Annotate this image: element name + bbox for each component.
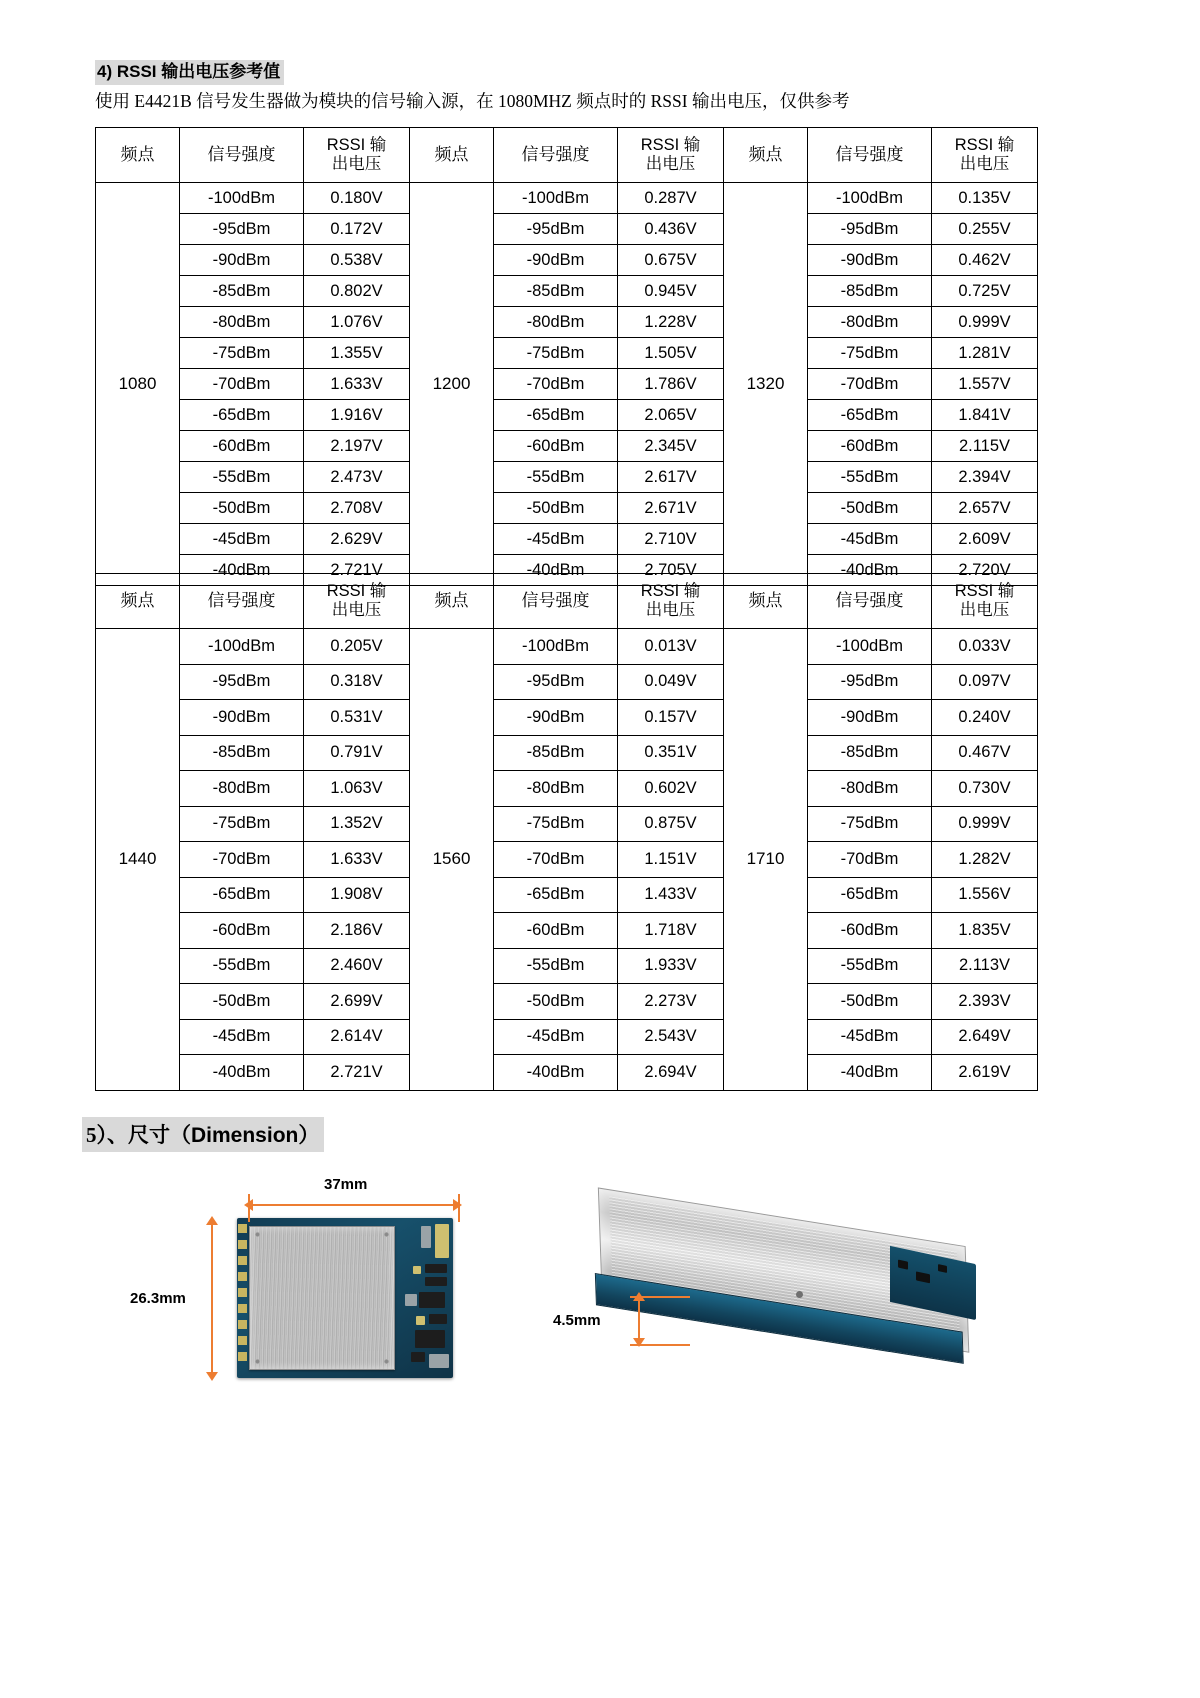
height-dimension-label: 26.3mm [130, 1290, 186, 1307]
rssi-voltage-cell: 2.460V [304, 948, 410, 984]
signal-strength-cell: -75dBm [494, 338, 618, 369]
table-row [96, 307, 1038, 338]
rssi-voltage-cell: 1.228V [618, 307, 724, 338]
header-freq-3: 频点 [724, 128, 808, 183]
rssi-voltage-cell: 2.657V [932, 493, 1038, 524]
table-row [96, 877, 1038, 913]
rssi-voltage-cell: 1.908V [304, 877, 410, 913]
rssi-voltage-cell: 2.721V [304, 555, 410, 586]
signal-strength-cell: -45dBm [180, 524, 304, 555]
rssi-voltage-cell: 1.282V [932, 842, 1038, 878]
frequency-cell: 1080 [96, 183, 180, 586]
signal-strength-cell: -50dBm [494, 493, 618, 524]
signal-strength-cell: -70dBm [494, 369, 618, 400]
table-row [96, 842, 1038, 878]
table-row [96, 913, 1038, 949]
signal-strength-cell: -50dBm [180, 493, 304, 524]
rssi-voltage-cell: 0.945V [618, 276, 724, 307]
thickness-dimension-arrow [638, 1300, 640, 1340]
signal-strength-cell: -40dBm [180, 555, 304, 586]
height-arrowhead-top [206, 1216, 218, 1225]
dimension-photo-area [0, 1160, 1200, 1450]
table-row [96, 735, 1038, 771]
signal-strength-cell: -85dBm [494, 735, 618, 771]
table-row [96, 806, 1038, 842]
rssi-voltage-cell: 2.065V [618, 400, 724, 431]
signal-strength-cell: -100dBm [180, 183, 304, 214]
rssi-voltage-cell: 0.467V [932, 735, 1038, 771]
signal-strength-cell: -75dBm [494, 806, 618, 842]
rssi-voltage-cell: 0.240V [932, 700, 1038, 736]
signal-strength-cell: -95dBm [180, 214, 304, 245]
rssi-voltage-cell: 0.255V [932, 214, 1038, 245]
header-voltage-line2: 出电压 [959, 600, 1010, 619]
rssi-voltage-cell: 1.151V [618, 842, 724, 878]
rssi-voltage-cell: 2.345V [618, 431, 724, 462]
rssi-voltage-cell: 0.049V [618, 664, 724, 700]
header-voltage-line1: RSSI 输 [326, 582, 387, 601]
signal-strength-cell: -80dBm [180, 307, 304, 338]
height-dimension-arrow [211, 1224, 213, 1374]
header-signal-3: 信号强度 [808, 128, 932, 183]
signal-strength-cell: -65dBm [494, 877, 618, 913]
table-row [96, 338, 1038, 369]
rssi-table-lower [95, 573, 1038, 1091]
rssi-voltage-cell: 1.281V [932, 338, 1038, 369]
rssi-voltage-cell: 0.351V [618, 735, 724, 771]
rssi-voltage-cell: 2.115V [932, 431, 1038, 462]
header-voltage-4 [304, 574, 410, 629]
module-top-view-photo [237, 1218, 453, 1378]
signal-strength-cell: -50dBm [494, 984, 618, 1020]
header-signal-4: 信号强度 [180, 574, 304, 629]
signal-strength-cell: -100dBm [180, 629, 304, 665]
table-row [96, 183, 1038, 214]
rssi-voltage-cell: 2.629V [304, 524, 410, 555]
header-freq-4: 频点 [96, 574, 180, 629]
rssi-voltage-cell: 0.033V [932, 629, 1038, 665]
table-row [96, 400, 1038, 431]
rssi-voltage-cell: 2.699V [304, 984, 410, 1020]
rssi-voltage-cell: 2.619V [932, 1055, 1038, 1091]
rssi-voltage-cell: 1.352V [304, 806, 410, 842]
signal-strength-cell: -55dBm [808, 948, 932, 984]
rssi-voltage-cell: 0.999V [932, 307, 1038, 338]
signal-strength-cell: -55dBm [180, 462, 304, 493]
header-signal-1: 信号强度 [180, 128, 304, 183]
rssi-voltage-cell: 2.649V [932, 1019, 1038, 1055]
signal-strength-cell: -100dBm [808, 629, 932, 665]
signal-strength-cell: -40dBm [180, 1055, 304, 1091]
width-arrowhead-right [453, 1199, 462, 1211]
width-dimension-label: 37mm [324, 1176, 368, 1193]
rssi-voltage-cell: 0.180V [304, 183, 410, 214]
signal-strength-cell: -80dBm [180, 771, 304, 807]
table-row [96, 245, 1038, 276]
rssi-voltage-cell: 2.617V [618, 462, 724, 493]
table-row [96, 984, 1038, 1020]
rssi-voltage-cell: 2.720V [932, 555, 1038, 586]
signal-strength-cell: -70dBm [808, 369, 932, 400]
rssi-voltage-cell: 0.802V [304, 276, 410, 307]
signal-strength-cell: -90dBm [808, 700, 932, 736]
rssi-voltage-cell: 2.694V [618, 1055, 724, 1091]
table-row [96, 1019, 1038, 1055]
signal-strength-cell: -85dBm [180, 735, 304, 771]
rssi-voltage-cell: 2.473V [304, 462, 410, 493]
rssi-voltage-cell: 0.730V [932, 771, 1038, 807]
rssi-voltage-cell: 1.841V [932, 400, 1038, 431]
signal-strength-cell: -45dBm [494, 1019, 618, 1055]
signal-strength-cell: -55dBm [494, 948, 618, 984]
signal-strength-cell: -100dBm [494, 629, 618, 665]
header-voltage-line2: 出电压 [645, 154, 696, 173]
table-row [96, 276, 1038, 307]
thickness-dimension-label: 4.5mm [553, 1312, 601, 1329]
signal-strength-cell: -80dBm [808, 771, 932, 807]
thickness-arrowhead-top [633, 1292, 645, 1301]
signal-strength-cell: -60dBm [180, 913, 304, 949]
rssi-voltage-cell: 2.113V [932, 948, 1038, 984]
table-row [96, 948, 1038, 984]
signal-strength-cell: -50dBm [808, 984, 932, 1020]
rssi-voltage-cell: 0.436V [618, 214, 724, 245]
rssi-voltage-cell: 1.063V [304, 771, 410, 807]
rssi-voltage-cell: 0.602V [618, 771, 724, 807]
signal-strength-cell: -90dBm [808, 245, 932, 276]
signal-strength-cell: -90dBm [180, 700, 304, 736]
header-voltage-5 [618, 574, 724, 629]
rssi-voltage-cell: 2.614V [304, 1019, 410, 1055]
rssi-voltage-cell: 2.543V [618, 1019, 724, 1055]
signal-strength-cell: -95dBm [180, 664, 304, 700]
header-signal-5: 信号强度 [494, 574, 618, 629]
rssi-voltage-cell: 0.287V [618, 183, 724, 214]
rssi-voltage-cell: 2.197V [304, 431, 410, 462]
header-voltage-3 [932, 128, 1038, 183]
rssi-voltage-cell: 2.186V [304, 913, 410, 949]
signal-strength-cell: -90dBm [180, 245, 304, 276]
rssi-voltage-cell: 2.393V [932, 984, 1038, 1020]
rssi-voltage-cell: 2.705V [618, 555, 724, 586]
header-voltage-line1: RSSI 输 [640, 136, 701, 155]
rssi-voltage-cell: 1.933V [618, 948, 724, 984]
signal-strength-cell: -85dBm [808, 735, 932, 771]
rssi-voltage-cell: 1.786V [618, 369, 724, 400]
rssi-voltage-cell: 2.708V [304, 493, 410, 524]
signal-strength-cell: -40dBm [808, 1055, 932, 1091]
signal-strength-cell: -90dBm [494, 700, 618, 736]
rssi-voltage-cell: 0.999V [932, 806, 1038, 842]
signal-strength-cell: -90dBm [494, 245, 618, 276]
thickness-arrowhead-bottom [633, 1338, 645, 1347]
header-voltage-line1: RSSI 输 [640, 582, 701, 601]
rf-shield-can [249, 1226, 395, 1370]
header-signal-6: 信号强度 [808, 574, 932, 629]
signal-strength-cell: -45dBm [494, 524, 618, 555]
table-header-row [96, 574, 1038, 629]
signal-strength-cell: -95dBm [494, 214, 618, 245]
dimension-heading-tail: ） [298, 1123, 320, 1147]
rssi-voltage-cell: 0.462V [932, 245, 1038, 276]
signal-strength-cell: -95dBm [808, 664, 932, 700]
header-voltage-2 [618, 128, 724, 183]
signal-strength-cell: -80dBm [808, 307, 932, 338]
frequency-cell: 1320 [724, 183, 808, 586]
header-voltage-line1: RSSI 输 [954, 136, 1015, 155]
frequency-cell: 1440 [96, 629, 180, 1091]
rssi-voltage-cell: 1.433V [618, 877, 724, 913]
rssi-voltage-cell: 0.725V [932, 276, 1038, 307]
signal-strength-cell: -95dBm [808, 214, 932, 245]
pcb-components-cluster [397, 1222, 451, 1374]
rssi-voltage-cell: 0.875V [618, 806, 724, 842]
header-freq-1: 频点 [96, 128, 180, 183]
rssi-voltage-cell: 2.710V [618, 524, 724, 555]
header-voltage-line1: RSSI 输 [326, 136, 387, 155]
table-row [96, 369, 1038, 400]
table-row [96, 771, 1038, 807]
table-row [96, 214, 1038, 245]
rssi-voltage-cell: 2.273V [618, 984, 724, 1020]
table-header-row [96, 128, 1038, 183]
signal-strength-cell: -40dBm [808, 555, 932, 586]
signal-strength-cell: -75dBm [180, 806, 304, 842]
rssi-voltage-cell: 0.675V [618, 245, 724, 276]
rssi-voltage-cell: 0.791V [304, 735, 410, 771]
table-row [96, 629, 1038, 665]
table-row [96, 700, 1038, 736]
module-side-view-photo [590, 1195, 980, 1405]
signal-strength-cell: -75dBm [180, 338, 304, 369]
rssi-voltage-cell: 2.394V [932, 462, 1038, 493]
signal-strength-cell: -45dBm [808, 524, 932, 555]
header-voltage-6 [932, 574, 1038, 629]
header-freq-5: 频点 [410, 574, 494, 629]
signal-strength-cell: -65dBm [494, 400, 618, 431]
signal-strength-cell: -70dBm [180, 369, 304, 400]
signal-strength-cell: -65dBm [180, 877, 304, 913]
signal-strength-cell: -85dBm [808, 276, 932, 307]
signal-strength-cell: -55dBm [494, 462, 618, 493]
header-signal-2: 信号强度 [494, 128, 618, 183]
signal-strength-cell: -80dBm [494, 771, 618, 807]
signal-strength-cell: -100dBm [808, 183, 932, 214]
rssi-voltage-cell: 0.135V [932, 183, 1038, 214]
rssi-voltage-cell: 1.505V [618, 338, 724, 369]
rssi-voltage-cell: 1.633V [304, 369, 410, 400]
rssi-voltage-cell: 0.172V [304, 214, 410, 245]
table-row [96, 431, 1038, 462]
signal-strength-cell: -70dBm [494, 842, 618, 878]
signal-strength-cell: -45dBm [180, 1019, 304, 1055]
header-voltage-line2: 出电压 [331, 154, 382, 173]
rssi-voltage-cell: 1.076V [304, 307, 410, 338]
pcb-top-surface [237, 1218, 453, 1378]
rssi-voltage-cell: 1.835V [932, 913, 1038, 949]
frequency-cell: 1560 [410, 629, 494, 1091]
table-row [96, 462, 1038, 493]
signal-strength-cell: -85dBm [494, 276, 618, 307]
signal-strength-cell: -85dBm [180, 276, 304, 307]
rssi-voltage-cell: 1.633V [304, 842, 410, 878]
signal-strength-cell: -60dBm [494, 913, 618, 949]
rssi-voltage-cell: 1.718V [618, 913, 724, 949]
header-voltage-line1: RSSI 输 [954, 582, 1015, 601]
signal-strength-cell: -60dBm [494, 431, 618, 462]
header-freq-6: 频点 [724, 574, 808, 629]
signal-strength-cell: -100dBm [494, 183, 618, 214]
frequency-cell: 1710 [724, 629, 808, 1091]
signal-strength-cell: -60dBm [808, 431, 932, 462]
signal-strength-cell: -70dBm [180, 842, 304, 878]
signal-strength-cell: -75dBm [808, 338, 932, 369]
section-dimension-heading [82, 1117, 324, 1152]
signal-strength-cell: -75dBm [808, 806, 932, 842]
header-voltage-1 [304, 128, 410, 183]
signal-strength-cell: -60dBm [180, 431, 304, 462]
rssi-voltage-cell: 0.538V [304, 245, 410, 276]
dimension-heading-en: Dimension [191, 1124, 299, 1147]
width-dimension-arrow [252, 1204, 454, 1206]
rssi-voltage-cell: 1.355V [304, 338, 410, 369]
edge-castellated-pads [238, 1224, 247, 1372]
rssi-voltage-cell: 2.609V [932, 524, 1038, 555]
table-row [96, 1055, 1038, 1091]
signal-strength-cell: -70dBm [808, 842, 932, 878]
height-arrowhead-bottom [206, 1372, 218, 1381]
rssi-voltage-cell: 0.318V [304, 664, 410, 700]
table-row [96, 493, 1038, 524]
signal-strength-cell: -40dBm [494, 1055, 618, 1091]
table-row [96, 664, 1038, 700]
rssi-voltage-cell: 0.097V [932, 664, 1038, 700]
rssi-voltage-cell: 0.157V [618, 700, 724, 736]
rssi-voltage-cell: 1.916V [304, 400, 410, 431]
rssi-voltage-cell: 2.671V [618, 493, 724, 524]
header-freq-2: 频点 [410, 128, 494, 183]
signal-strength-cell: -60dBm [808, 913, 932, 949]
header-voltage-line2: 出电压 [959, 154, 1010, 173]
rssi-table-upper [95, 127, 1038, 586]
dimension-heading-cn: 5）、尺寸（ [86, 1123, 191, 1147]
signal-strength-cell: -95dBm [494, 664, 618, 700]
signal-strength-cell: -65dBm [180, 400, 304, 431]
rssi-voltage-cell: 0.531V [304, 700, 410, 736]
table-row [96, 524, 1038, 555]
signal-strength-cell: -45dBm [808, 1019, 932, 1055]
header-voltage-line2: 出电压 [331, 600, 382, 619]
signal-strength-cell: -40dBm [494, 555, 618, 586]
rssi-voltage-cell: 1.556V [932, 877, 1038, 913]
rssi-voltage-cell: 1.557V [932, 369, 1038, 400]
section-rssi-heading: 4) RSSI 输出电压参考值 [95, 60, 284, 85]
rssi-voltage-cell: 2.721V [304, 1055, 410, 1091]
section-rssi-intro-text: 使用 E4421B 信号发生器做为模块的信号输入源，在 1080MHZ 频点时的 RSSI 输出电压，仅供参考 [95, 91, 850, 111]
signal-strength-cell: -55dBm [180, 948, 304, 984]
signal-strength-cell: -55dBm [808, 462, 932, 493]
signal-strength-cell: -50dBm [180, 984, 304, 1020]
signal-strength-cell: -80dBm [494, 307, 618, 338]
rssi-voltage-cell: 0.205V [304, 629, 410, 665]
signal-strength-cell: -65dBm [808, 877, 932, 913]
width-arrowhead-left [244, 1199, 253, 1211]
frequency-cell: 1200 [410, 183, 494, 586]
rssi-voltage-cell: 0.013V [618, 629, 724, 665]
header-voltage-line2: 出电压 [645, 600, 696, 619]
signal-strength-cell: -50dBm [808, 493, 932, 524]
signal-strength-cell: -65dBm [808, 400, 932, 431]
